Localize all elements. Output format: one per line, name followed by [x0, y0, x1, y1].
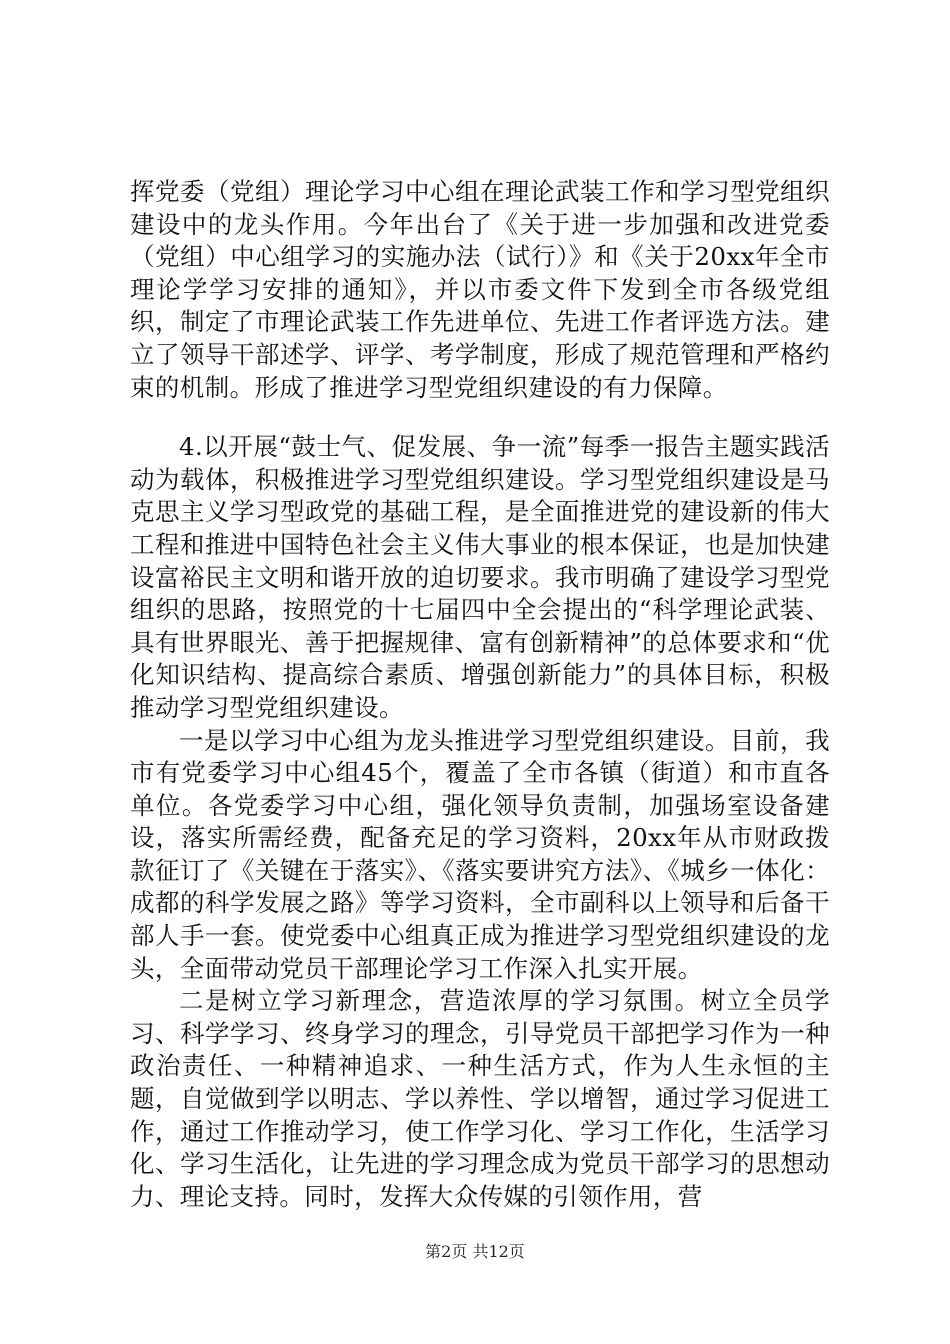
page-number-footer: 第2页 共12页: [425, 1242, 525, 1261]
paragraph-point-one: 一是以学习中心组为龙头推进学习型党组织建设。目前，我市有党委学习中心组45个，覆盖了全市各镇（街道）和市直各单位。各党委学习中心组，强化领导负责制，加强场室设备建设，落实所需经费，配备充足的学习资料，20xx年从市财政拨款征订了《关键在于落实》、《落实要讲究方法》、《城乡一体化：成都的科学发展之路》等学习资料，全市副科以上领导和后备干部人手一套。使党委中心组真正成为推进学习型党组织建设的龙头，全面带动党员干部理论学习工作深入扎实开展。: [130, 725, 830, 983]
paragraph-continuation: 挥党委（党组）理论学习中心组在理论武装工作和学习型党组织建设中的龙头作用。今年出台了《关于进一步加强和改进党委（党组）中心组学习的实施办法（试行）》和《关于20xx年全市理论学学习安排的通知》，并以市委文件下发到全市各级党组织，制定了市理论武装工作先进单位、先进工作者评选方法。建立了领导干部述学、评学、考学制度，形成了规范管理和严格约束的机制。形成了推进学习型党组织建设的有力保障。: [130, 177, 830, 402]
document-body: [130, 176, 830, 1213]
paragraph-point-two: 二是树立学习新理念，营造浓厚的学习氛围。树立全员学习、科学学习、终身学习的理念，引导党员干部把学习作为一种政治责任、一种精神追求、一种生活方式，作为人生永恒的主题，自觉做到学以明志、学以养性、学以增智，通过学习促进工作，通过工作推动学习，使工作学习化、学习工作化，生活学习化、学习生活化，让先进的学习理念成为党员干部学习的思想动力、理论支持。同时，发挥大众传媒的引领作用，营: [130, 986, 830, 1211]
paragraph-section-4: 4.以开展“鼓士气、促发展、争一流”每季一报告主题实践活动为载体，积极推进学习型党组织建设。学习型党组织建设是马克思主义学习型政党的基础工程，是全面推进党的建设新的伟大工程和推进中国特色社会主义伟大事业的根本保证，也是加快建设富裕民主文明和谐开放的迫切要求。我市明确了建设学习型党组织的思路，按照党的十七届四中全会提出的“科学理论武装、具有世界眼光、善于把握规律、富有创新精神”的总体要求和“优化知识结构、提高综合素质、增强创新能力”的具体目标，积极推动学习型党组织建设。: [130, 432, 830, 722]
